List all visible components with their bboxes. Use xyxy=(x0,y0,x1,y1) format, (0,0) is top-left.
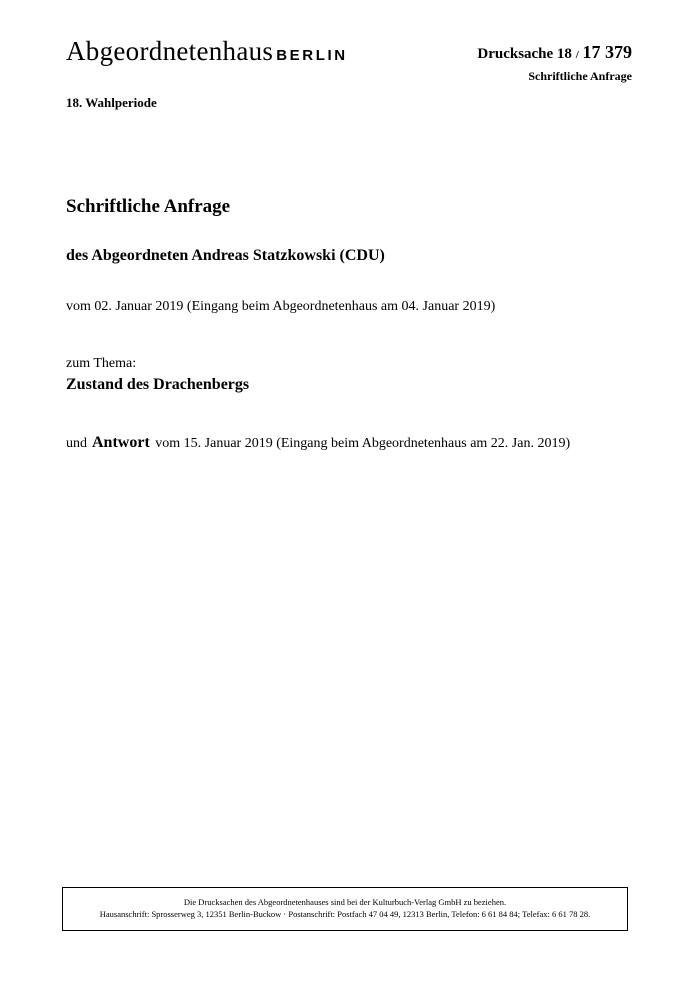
answer-word: Antwort xyxy=(92,434,150,451)
footer-line-2: Hausanschrift: Sprosserweg 3, 12351 Berlin-Buckow · Postanschrift: Postfach 47 04 49, 12313 Berlin, Telefon: 6 61 84 84; Telefax: 6 61 78 28. xyxy=(99,909,591,919)
drucksache-slash: / xyxy=(575,49,579,61)
topic-label: zum Thema: xyxy=(66,356,137,371)
topic-title: Zustand des Drachenbergs xyxy=(66,376,250,393)
drucksache-label: Drucksache 18 xyxy=(477,46,572,62)
answer-date: vom 15. Januar 2019 (Eingang beim Abgeordnetenhaus am 22. Jan. 2019) xyxy=(155,436,571,451)
parliament-logo xyxy=(66,36,348,67)
legislative-period: 18. Wahlperiode xyxy=(66,95,157,110)
document-info xyxy=(477,42,632,84)
footer-line-1: Die Drucksachen des Abgeordnetenhauses sind bei der Kulturbuch-Verlag GmbH zu beziehen. xyxy=(183,897,507,907)
logo-city: BERLIN xyxy=(276,47,348,64)
footer-box xyxy=(62,887,628,931)
drucksache-line xyxy=(477,42,632,63)
document-type: Schriftliche Anfrage xyxy=(528,69,632,83)
document-title: Schriftliche Anfrage xyxy=(66,196,231,217)
date-line: vom 02. Januar 2019 (Eingang beim Abgeordnetenhaus am 04. Januar 2019) xyxy=(66,299,496,314)
answer-line xyxy=(66,434,570,452)
author-line: des Abgeordneten Andreas Statzkowski (CDU) xyxy=(66,247,385,264)
answer-prefix: und xyxy=(66,436,87,451)
logo-name: Abgeordnetenhaus xyxy=(66,36,274,66)
drucksache-number: 17 379 xyxy=(582,42,632,62)
